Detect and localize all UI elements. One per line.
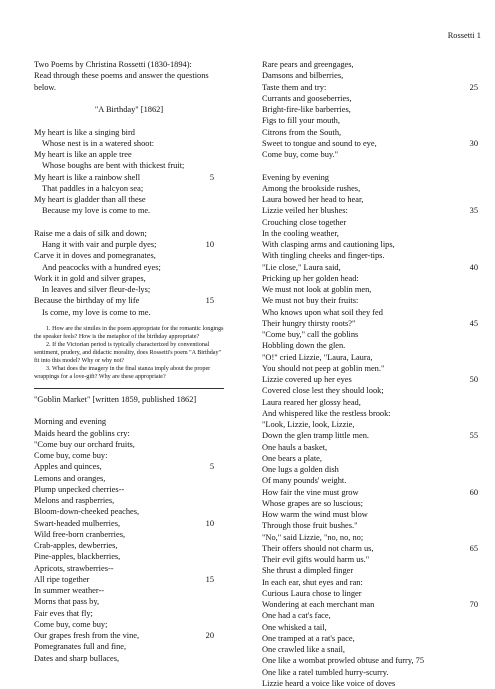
poem-line-text: Curious Laura chose to linger [262,588,362,598]
poem-line-text: And whispered like the restless brook: [262,408,391,418]
poem-line-text: One like a ratel tumbled hurry-scurry. [262,667,389,677]
poem-line-text: Down the glen tramp little men. [262,431,369,441]
poem-line-text: "Lie close," Laura said, [262,262,341,272]
poem-line [34,484,224,495]
poem-line [262,442,480,453]
poem-line-text: Because the birthday of my life [34,296,140,306]
section-divider [34,388,224,389]
poem-line [262,273,480,284]
poem-line [34,138,224,149]
poem-line-text: Lizzie veiled her blushes: [262,206,348,216]
poem-line-text: Sweet to tongue and sound to eye, [262,138,377,148]
poem-line-text: Their hungry thirsty roots?" [262,318,356,328]
poem-line-text: Pine-apples, blackberries, [34,552,121,562]
poem-line-text: "No," said Lizzie, "no, no, no; [262,532,364,542]
poem-line [262,239,480,250]
poem-line [262,385,480,396]
line-number: 35 [469,206,478,216]
poem-line [262,318,480,329]
poem-line-text: Damsons and bilberries, [262,71,344,81]
poem-line-text: Crab-apples, dewberries, [34,541,118,550]
poem-line-text: Taste them and try: [262,82,327,92]
poem-line [34,563,224,574]
poem-line [262,397,480,408]
intro-line: below. [34,82,57,92]
poem-line [262,262,480,273]
poem-line [262,644,480,655]
poem-line [34,641,224,652]
poem-line [34,160,224,171]
poem-line [262,565,480,576]
poem-line-text: Covered close lest they should look; [262,386,384,396]
poem-line-text: Apples and quinces, [34,462,102,472]
poem-line [262,340,480,351]
poem-line [34,217,224,228]
poem-line-text: In leaves and silver fleur-de-lys; [42,285,151,294]
poem-line-text: Swart-headed mulberries, [34,518,121,528]
poem-line [262,363,480,374]
poem-line [262,430,480,441]
line-number: 60 [469,487,478,497]
poem-line [262,59,480,70]
poem-line [262,509,480,520]
poem-line [34,529,224,540]
poem-line [262,633,480,644]
poem-line-text: And peacocks with a hundred eyes; [42,262,161,272]
poem-line [34,239,224,250]
poem-line-text: One bears a plate, [262,453,322,463]
intro-line: Read through these poems and answer the questions [34,71,209,81]
poem-line-text: Pomegranates full and fine, [34,642,127,652]
poem-line [262,205,480,216]
poem-line [262,93,480,104]
poem-line [262,160,480,171]
poem-line [262,622,480,633]
poem-line [34,428,224,439]
line-number: 30 [469,138,478,148]
poem-line [34,273,224,284]
poem-line-text: One tramped at a rat's pace, [262,633,355,643]
poem-line-text: Their evil gifts would harm us." [262,555,370,564]
line-number: 10 [205,240,214,249]
poem-line-text: We must not look at goblin men, [262,285,372,294]
poem-line [262,374,480,385]
poem-line-text: Lizzie heard a voice like voice of doves [262,678,396,688]
poem-line [262,250,480,261]
poem-line [262,487,480,498]
poem-line-text: One hauls a basket, [262,442,328,452]
line-number: 5 [209,462,214,472]
poem-line-text: Through those fruit bushes." [262,521,358,531]
poem-line-text: Rare pears and greengages, [262,60,354,69]
poem-line-text: Wild free-born cranberries, [34,529,126,539]
poem-line [262,307,480,318]
goblin-market-poem-part-2 [262,59,480,689]
poem-line-text: Bright-fire-like barberries, [262,105,351,114]
poem-line [262,115,480,126]
birthday-poem [34,127,224,318]
poem-line-text: One whisked a tail, [262,622,327,632]
poem-line-text: Crouching close together [262,217,347,227]
poem-line-text: Raise me a dais of silk and down; [34,228,147,238]
poem-line [34,183,224,194]
poem-line-text: "Come buy our orchard fruits, [34,439,135,449]
poem-line-text: Maids heard the goblins cry: [34,428,130,438]
line-number: 5 [209,172,214,182]
line-number: 45 [469,318,478,328]
birthday-title: "A Birthday" [1862] [94,105,164,114]
poem-line-text: Our grapes fresh from the vine, [34,631,140,640]
poem-line-text: With clasping arms and cautioning lips, [262,240,395,249]
question-1: 1. How are the similes in the poem appropriate for the romantic longings the speaker feels? How is the metaphor of the birthday appropriate? [34,325,224,340]
poem-line [262,453,480,464]
poem-line [262,419,480,430]
poem-line [34,518,224,529]
poem-line [262,329,480,340]
poem-line-text: Come buy, come buy." [262,150,339,159]
poem-line [34,416,224,427]
poem-line-text: Lemons and oranges, [34,473,106,483]
poem-line [262,295,480,306]
poem-line [34,461,224,472]
poem-line-text: My heart is like a rainbow shell [34,172,141,182]
poem-line-text: Apricots, strawberries-- [34,563,114,573]
poem-line-text: Fair eves that fly; [34,608,93,618]
poem-line [34,506,224,517]
poem-line [34,228,224,239]
poem-line [34,194,224,205]
poem-line-text: Lizzie covered up her eyes [262,375,352,384]
right-column [262,59,480,689]
poem-line [34,450,224,461]
poem-line-text: "Look, Lizzie, look, Lizzie, [262,420,355,429]
poem-line [34,608,224,619]
poem-line [34,205,224,216]
goblin-market-poem-part-1 [34,416,224,664]
poem-line [262,82,480,93]
poem-line-text: Wondering at each merchant man [262,600,375,609]
poem-line-text: Whose boughs are bent with thickest fruit; [42,161,185,171]
poem-line-text: Citrons from the South, [262,127,342,137]
line-number: 15 [205,574,214,584]
left-column [34,59,224,664]
poem-line-text: In summer weather-- [34,586,105,595]
poem-line [262,183,480,194]
poem-line [34,439,224,450]
line-number: 40 [469,262,478,272]
poem-line [34,307,224,318]
poem-line [34,473,224,484]
poem-line-text: That paddles in a halcyon sea; [42,183,144,193]
poem-line [262,588,480,599]
poem-line [34,250,224,261]
poem-line [34,284,224,295]
poem-line [262,284,480,295]
poem-line-text: Whose nest is in a watered shoot: [42,138,155,148]
poem-line-text: Morning and evening [34,417,107,427]
poem-line [34,574,224,585]
poem-line [262,149,480,160]
line-number: 50 [469,375,478,384]
intro-line: Two Poems by Christina Rossetti (1830-1894): [34,60,192,69]
poem-line [262,408,480,419]
line-number: 70 [469,600,478,609]
intro-text [34,59,224,93]
poem-line-text: Because my love is come to me. [42,206,151,216]
poem-line-text: How fair the vine must grow [262,487,359,497]
line-number: 65 [469,543,478,553]
poem-line-text: How warm the wind must blow [262,510,368,519]
poem-line-text: One like a wombat prowled obtuse and furry, 75 [262,656,425,666]
poem-line [262,217,480,228]
poem-line-text: One crawled like a snail, [262,645,346,654]
line-number: 20 [205,631,214,640]
poem-line [34,619,224,630]
poem-line-text: My heart is like a singing bird [34,127,135,137]
poem-line [262,70,480,81]
poem-line [34,127,224,138]
poem-line-text: Come buy, come buy; [34,619,108,629]
poem-line-text: Melons and raspberries, [34,496,115,505]
question-2: 2. If the Victorian period is typically characterized by conventional sentiment, prudery, and didactic morality, does Rossetti's poem "A Birthday" fit into this model? Why or why not? [34,341,222,364]
poem-line [262,127,480,138]
poem-line-text: Come buy, come buy: [34,451,108,460]
poem-line-text: Laura bowed her head to hear, [262,195,364,204]
study-questions [34,325,224,381]
line-number: 10 [205,518,214,528]
poem-line-text: Work it in gold and silver grapes, [34,273,146,283]
poem-line-text: Laura reared her glossy head, [262,397,361,407]
poem-line [262,228,480,239]
poem-line-text: Among the brookside rushes, [262,183,361,193]
poem-line [262,577,480,588]
line-number: 15 [205,296,214,306]
poem-line [262,678,480,689]
poem-line [34,172,224,183]
poem-line-text: Dates and sharp bullaces, [34,653,120,663]
poem-line [262,194,480,205]
poem-line-text: All ripe together [34,574,90,584]
poem-line-text: Evening by evening [262,172,329,182]
poem-line-text: One lugs a golden dish [262,465,339,474]
poem-line [262,610,480,621]
poem-line [262,655,480,666]
poem-line [262,554,480,565]
poem-line [262,172,480,183]
poem-line [262,667,480,678]
poem-line-text: In each ear, shut eyes and ran: [262,577,363,587]
poem-line [262,543,480,554]
poem-line [34,495,224,506]
poem-line-text: You should not peep at goblin men." [262,363,385,373]
line-number: 25 [469,82,478,92]
poem-line-text: My heart is gladder than all these [34,195,146,204]
poem-line-text: Figs to fill your mouth, [262,116,340,126]
poem-line [262,138,480,149]
poem-line-text: Of many pounds' weight. [262,476,347,486]
poem-line-text: My heart is like an apple tree [34,150,132,159]
poem-line-text: Their offers should not charm us, [262,543,374,553]
poem-line-text: She thrust a dimpled finger [262,566,354,576]
poem-line-text: "Come buy," call the goblins [262,330,359,339]
poem-line-text: Plump unpecked cherries-- [34,484,125,494]
poem-line [262,520,480,531]
poem-line-text: One had a cat's face, [262,611,331,621]
poem-line [262,599,480,610]
poem-line [34,262,224,273]
poem-line-text: Who knows upon what soil they fed [262,307,383,317]
poem-line [34,540,224,551]
poem-line [34,653,224,664]
poem-line-text: In the cooling weather, [262,228,339,238]
poem-line-text: Carve it in doves and pomegranates, [34,251,156,261]
page-label: Rossetti 1 [447,31,481,40]
poem-line [262,104,480,115]
poem-line-text: Hobbling down the glen. [262,341,346,351]
poem-line [262,498,480,509]
poem-line-text: With tingling cheeks and finger-tips. [262,251,385,261]
question-3: 3. What does the imagery in the final stanza imply about the proper wrappings for a love-gift? Why are these appropriate? [34,365,211,380]
line-number: 55 [469,431,478,441]
poem-line-text: "O!" cried Lizzie, "Laura, Laura, [262,352,373,362]
poem-line-text: Morns that pass by, [34,597,100,607]
poem-line-text: Bloom-down-cheeked peaches, [34,507,140,517]
poem-line [262,475,480,486]
poem-line-text: Hang it with vair and purple dyes; [42,240,157,249]
poem-line [34,149,224,160]
poem-line-text: Is come, my love is come to me. [42,307,151,317]
poem-line-text: We must not buy their fruits: [262,296,359,306]
poem-line [262,532,480,543]
poem-line [34,551,224,562]
poem-line [262,464,480,475]
poem-line-text: Whose grapes are so luscious; [262,498,363,508]
poem-line [34,585,224,596]
goblin-market-title: "Goblin Market" [written 1859, published 1862] [34,394,197,404]
poem-line [34,295,224,306]
poem-line [34,596,224,607]
poem-line-text: Currants and gooseberries, [262,93,352,103]
poem-line [262,352,480,363]
poem-line-text: Pricking up her golden head: [262,273,359,283]
